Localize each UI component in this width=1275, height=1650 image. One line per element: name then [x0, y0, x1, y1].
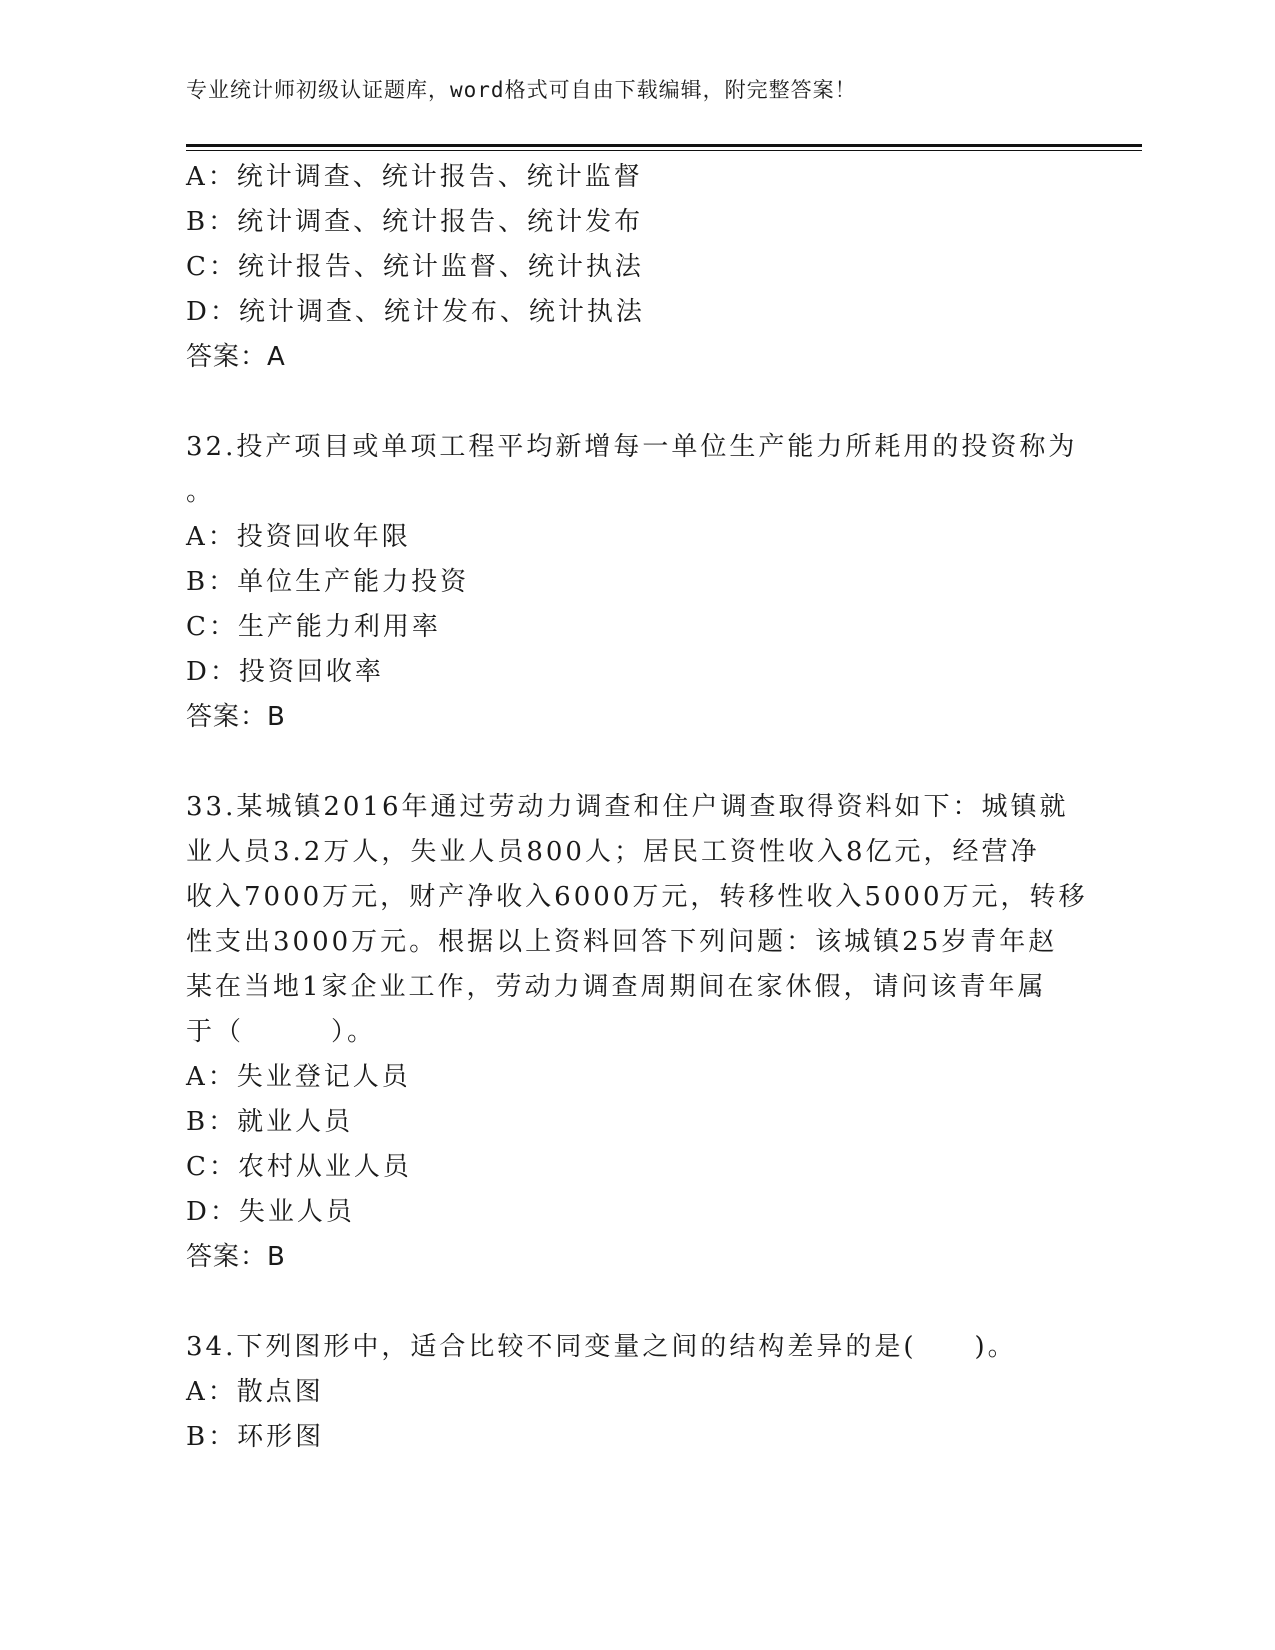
answer: 答案：A	[186, 342, 286, 372]
option-b: B：单位生产能力投资	[186, 567, 470, 597]
question-33	[186, 785, 1088, 1280]
option-a: A：散点图	[186, 1377, 324, 1407]
question-34	[186, 1325, 1066, 1460]
question-stem: 32.投产项目或单项工程平均新增每一单位生产能力所耗用的投资称为	[186, 432, 1078, 462]
spacer	[186, 740, 1066, 785]
option-c: C：农村从业人员	[186, 1152, 412, 1182]
option-a: A：统计调查、统计报告、统计监督	[186, 162, 643, 192]
question-stem: 34.下列图形中，适合比较不同变量之间的结构差异的是( )。	[186, 1332, 1017, 1362]
option-b: B：环形图	[186, 1422, 325, 1452]
answer: 答案：B	[186, 702, 286, 732]
question-stem-line: 性支出3000万元。根据以上资料回答下列问题：该城镇25岁青年赵	[186, 927, 1058, 957]
option-b: B：就业人员	[186, 1107, 354, 1137]
option-a: A：投资回收年限	[186, 522, 411, 552]
option-b: B：统计调查、统计报告、统计发布	[186, 207, 644, 237]
question-stem-line: 于（ ）。	[186, 1017, 377, 1047]
question-stem-line: 33.某城镇2016年通过劳动力调查和住户调查取得资料如下：城镇就	[186, 792, 1069, 822]
question-31	[186, 155, 1066, 380]
option-d: D：投资回收率	[186, 657, 384, 687]
option-d: D：统计调查、统计发布、统计执法	[186, 297, 645, 327]
question-stem-line: 业人员3.2万人，失业人员800人；居民工资性收入8亿元，经营净	[186, 837, 1040, 867]
question-stem-continued: 。	[186, 477, 216, 507]
option-c: C：统计报告、统计监督、统计执法	[186, 252, 644, 282]
question-stem-line: 某在当地1家企业工作，劳动力调查周期间在家休假，请问该青年属	[186, 972, 1047, 1002]
question-content	[186, 155, 1088, 1460]
spacer	[186, 380, 1066, 425]
option-a: A：失业登记人员	[186, 1062, 411, 1092]
question-stem-line: 收入7000万元，财产净收入6000万元，转移性收入5000万元，转移	[186, 882, 1088, 912]
answer: 答案：B	[186, 1242, 286, 1272]
option-c: C：生产能力利用率	[186, 612, 441, 642]
header-rule-thin	[186, 150, 1142, 151]
question-32	[186, 425, 1078, 740]
header-rule-thick	[186, 144, 1142, 147]
page-header: 专业统计师初级认证题库，word格式可自由下载编辑，附完整答案！	[186, 78, 857, 102]
spacer	[186, 1280, 1066, 1325]
option-d: D：失业人员	[186, 1197, 355, 1227]
